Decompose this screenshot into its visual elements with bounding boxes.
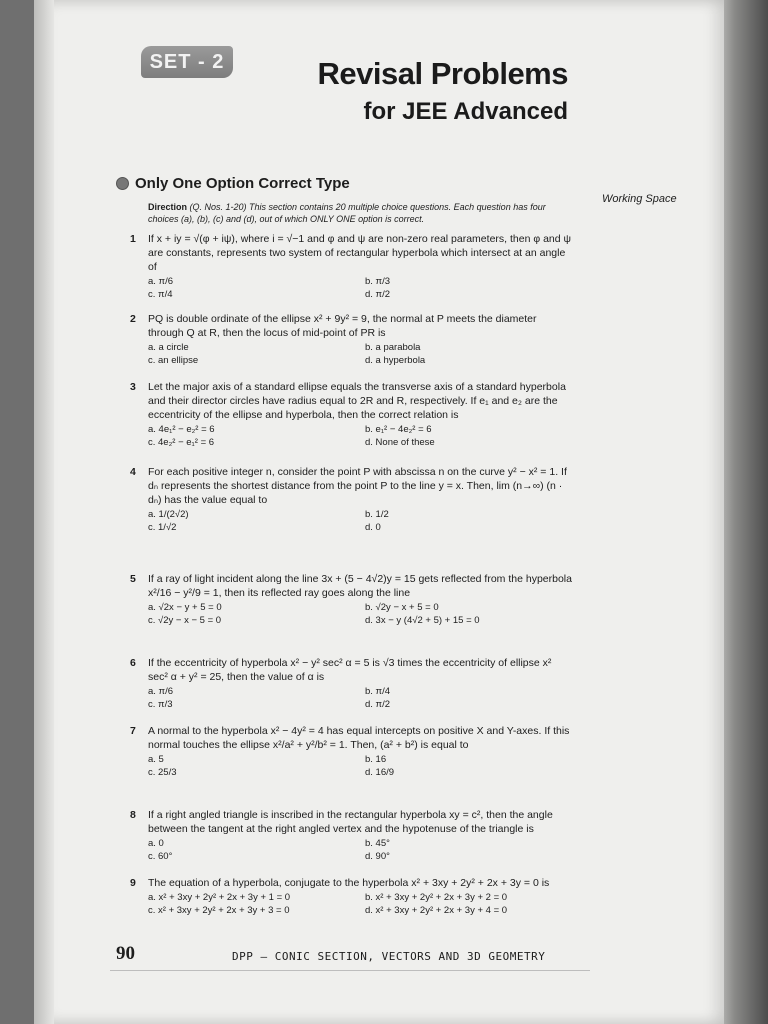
option: d. π/2 bbox=[365, 289, 391, 300]
section-heading bbox=[116, 175, 350, 192]
question-options bbox=[148, 685, 572, 711]
option: a. π/6 bbox=[148, 276, 174, 287]
option: c. 60° bbox=[148, 851, 173, 862]
question-options bbox=[148, 508, 572, 534]
option: c. √2y − x − 5 = 0 bbox=[148, 615, 222, 626]
question-options bbox=[148, 601, 572, 627]
question bbox=[130, 724, 572, 779]
direction-text: (Q. Nos. 1-20) This section contains 20 multiple choice questions. Each question has four choices (a), (b), (c) and (d), out of which ONLY ONE option is correct. bbox=[148, 202, 546, 224]
question-text: If a ray of light incident along the line 3x + (5 − 4√2)y = 15 gets reflected from the hyperbola x²/16 − y²/9 = 1, then its reflected ray goes along the line bbox=[148, 573, 572, 599]
option: b. π/4 bbox=[365, 686, 391, 697]
page-number: 90 bbox=[116, 943, 135, 964]
direction-note bbox=[148, 201, 578, 225]
question-options bbox=[148, 837, 572, 863]
option: d. 90° bbox=[365, 851, 390, 862]
question-options bbox=[148, 753, 572, 779]
option: c. x² + 3xy + 2y² + 2x + 3y + 3 = 0 bbox=[148, 905, 290, 916]
option: c. π/3 bbox=[148, 699, 173, 710]
page-title: Revisal Problems bbox=[317, 56, 568, 91]
option: a. 0 bbox=[148, 838, 164, 849]
question-text: If the eccentricity of hyperbola x² − y² sec² α = 5 is √3 times the eccentricity of ellipse x² sec² α + y² = 25, then the value of α is bbox=[148, 657, 552, 683]
page-subtitle: for JEE Advanced bbox=[363, 98, 568, 125]
option: c. 1/√2 bbox=[148, 522, 177, 533]
question-options bbox=[148, 275, 572, 301]
option: b. x² + 3xy + 2y² + 2x + 3y + 2 = 0 bbox=[365, 892, 508, 903]
option: d. 3x − y (4√2 + 5) + 15 = 0 bbox=[365, 615, 480, 626]
question-text: For each positive integer n, consider the point P with abscissa n on the curve y² − x² = 1. If dₙ represents the shortest distance from the point P to the line y = x. Then, lim (n→∞) (n · dₙ) has the value equal to bbox=[148, 466, 567, 506]
option: d. π/2 bbox=[365, 699, 391, 710]
option: c. π/4 bbox=[148, 289, 173, 300]
option: a. √2x − y + 5 = 0 bbox=[148, 602, 222, 613]
question-text: PQ is double ordinate of the ellipse x² + 9y² = 9, the normal at P meets the diameter through Q at R, then the locus of mid-point of PR is bbox=[148, 313, 537, 339]
question-number: 5 bbox=[130, 573, 136, 585]
page-binding bbox=[34, 0, 54, 1024]
option: a. a circle bbox=[148, 342, 189, 353]
option: a. 1/(2√2) bbox=[148, 509, 189, 520]
option: d. 0 bbox=[365, 522, 381, 533]
question-number: 2 bbox=[130, 313, 136, 325]
option: d. a hyperbola bbox=[365, 355, 426, 366]
question bbox=[130, 572, 572, 627]
option: b. 45° bbox=[365, 838, 390, 849]
option: b. 16 bbox=[365, 754, 387, 765]
option: a. π/6 bbox=[148, 686, 174, 697]
question-number: 1 bbox=[130, 233, 136, 245]
question bbox=[130, 465, 572, 534]
option: d. None of these bbox=[365, 437, 435, 448]
running-footer: DPP – CONIC SECTION, VECTORS AND 3D GEOMETRY bbox=[232, 950, 546, 963]
question-number: 8 bbox=[130, 809, 136, 821]
question-text: If a right angled triangle is inscribed in the rectangular hyperbola xy = c², then the angle between the tangent at the right angled vertex and the hypotenuse of the triangle is bbox=[148, 809, 553, 835]
option: c. 4e₂² − e₁² = 6 bbox=[148, 437, 215, 448]
question-number: 7 bbox=[130, 725, 136, 737]
question-text: If x + iy = √(φ + iψ), where i = √−1 and φ and ψ are non-zero real parameters, then φ and ψ are constants, represents two system of rectangular hyperbola which intersect at an angle of bbox=[148, 233, 571, 273]
question-text: A normal to the hyperbola x² − 4y² = 4 has equal intercepts on positive X and Y-axes. If this normal touches the ellipse x²/a² + y²/b² = 1. Then, (a² + b²) is equal to bbox=[148, 725, 570, 751]
working-space-label: Working Space bbox=[602, 193, 677, 205]
option: c. an ellipse bbox=[148, 355, 199, 366]
question-text: Let the major axis of a standard ellipse equals the transverse axis of a standard hyperbola and their director circles have radius equal to 2R and R, respectively. If e₁ and e₂ are the eccentricity of the ellipse and hyperbola, then the correct relation is bbox=[148, 381, 566, 421]
question bbox=[130, 656, 572, 711]
direction-label: Direction bbox=[148, 202, 188, 212]
option: c. 25/3 bbox=[148, 767, 177, 778]
question bbox=[130, 232, 572, 301]
question-options bbox=[148, 341, 572, 367]
bullet-icon bbox=[116, 177, 129, 190]
question-number: 4 bbox=[130, 466, 136, 478]
question-text: The equation of a hyperbola, conjugate to the hyperbola x² + 3xy + 2y² + 2x + 3y = 0 is bbox=[148, 877, 550, 889]
section-title: Only One Option Correct Type bbox=[135, 175, 350, 192]
option: b. π/3 bbox=[365, 276, 391, 287]
option: d. x² + 3xy + 2y² + 2x + 3y + 4 = 0 bbox=[365, 905, 508, 916]
question-number: 9 bbox=[130, 877, 136, 889]
set-badge: SET - 2 bbox=[141, 46, 233, 78]
question-number: 6 bbox=[130, 657, 136, 669]
option: d. 16/9 bbox=[365, 767, 395, 778]
footer-divider bbox=[110, 970, 590, 971]
option: b. 1/2 bbox=[365, 509, 389, 520]
option: a. 4e₁² − e₂² = 6 bbox=[148, 424, 215, 435]
question bbox=[130, 380, 572, 449]
question-options bbox=[148, 891, 572, 917]
question bbox=[130, 312, 572, 367]
option: a. 5 bbox=[148, 754, 164, 765]
question bbox=[130, 808, 572, 863]
question bbox=[130, 876, 572, 917]
option: b. √2y − x + 5 = 0 bbox=[365, 602, 439, 613]
option: b. a parabola bbox=[365, 342, 421, 353]
option: a. x² + 3xy + 2y² + 2x + 3y + 1 = 0 bbox=[148, 892, 291, 903]
question-number: 3 bbox=[130, 381, 136, 393]
option: b. e₁² − 4e₂² = 6 bbox=[365, 424, 432, 435]
question-options bbox=[148, 423, 572, 449]
